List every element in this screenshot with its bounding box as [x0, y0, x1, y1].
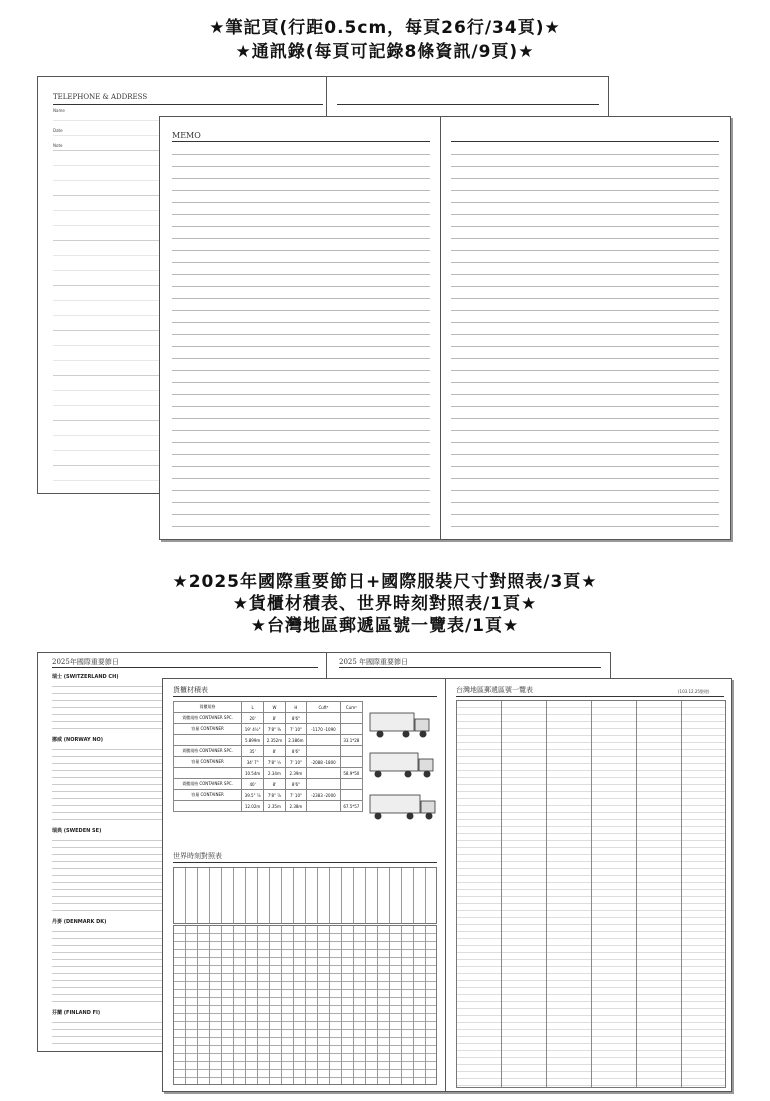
container-cell-l: 40': [242, 779, 264, 790]
container-cell-h: 7' 10": [285, 757, 306, 768]
container-cell-cuft: [307, 735, 341, 746]
container-cell-cuft: [307, 713, 341, 724]
container-cell-h: 8'6": [285, 779, 306, 790]
container-cell-spec: [174, 735, 242, 746]
container-cell-cum: [340, 757, 362, 768]
col-w: W: [264, 702, 285, 713]
address-title: TELEPHONE & ADDRESS: [53, 93, 148, 101]
col-cum: Cum³: [340, 702, 362, 713]
headline-notes: ★筆記頁(行距0.5cm，每頁26行/34頁)★: [209, 18, 561, 38]
country-sweden: 瑞典 (SWEDEN SE): [52, 828, 102, 834]
container-cell-spec: 容量 CONTAINER: [174, 790, 242, 801]
container-cell-cuft: [307, 801, 341, 812]
container-cell-w: 8': [264, 713, 285, 724]
container-cell-w: 2.352m: [264, 735, 285, 746]
container-cell-spec: 容量 CONTAINER: [174, 757, 242, 768]
date-label: Date: [53, 128, 63, 133]
container-cell-cum: [340, 790, 362, 801]
memo-page-left: [159, 116, 441, 540]
zipcode-note: (103.12.25整理): [678, 689, 710, 694]
container-cell-w: 8': [264, 779, 285, 790]
memo-page-right: [441, 116, 731, 540]
memo-ruled-lines-right: [451, 143, 719, 531]
container-cell-h: 7' 10": [285, 790, 306, 801]
zipcode-table: [456, 700, 726, 1088]
truck-40ft-icon: [368, 791, 438, 823]
container-cell-spec: [174, 801, 242, 812]
container-title: 貨櫃材積表: [173, 686, 208, 694]
container-cell-cuft: [307, 746, 341, 757]
container-cell-l: 12.02m: [242, 801, 264, 812]
zipcode-title: 台灣地區郵遞區號一覽表: [456, 686, 533, 694]
container-cell-l: 5.899m: [242, 735, 264, 746]
holiday-title-left: 2025年國際重要節日: [52, 658, 119, 666]
holiday-title-right: 2025 年國際重要節日: [339, 658, 409, 666]
container-cell-l: 34' 7": [242, 757, 264, 768]
container-cell-spec: 貨櫃規格 CONTAINER SPC.: [174, 779, 242, 790]
container-page: [162, 678, 446, 1092]
timezone-city-header: [173, 867, 437, 924]
container-cell-spec: 貨櫃規格 CONTAINER SPC.: [174, 713, 242, 724]
container-cell-l: 20': [242, 713, 264, 724]
container-cell-l: 35': [242, 746, 264, 757]
container-cell-w: 2.35m: [264, 801, 285, 812]
container-cell-cum: [340, 724, 362, 735]
col-h: H: [285, 702, 306, 713]
col-l: L: [242, 702, 264, 713]
country-switzerland: 瑞士 (SWITZERLAND CH): [52, 674, 119, 680]
note-label: Note: [53, 143, 63, 148]
container-cell-spec: [174, 768, 242, 779]
memo-ruled-lines: [172, 143, 430, 531]
container-cell-spec: 貨櫃規格 CONTAINER SPC.: [174, 746, 242, 757]
container-row: [174, 713, 363, 724]
headline-zipcode: ★台灣地區郵遞區號一覽表/1頁★: [250, 616, 520, 636]
container-cell-cuft: [307, 779, 341, 790]
container-cell-h: 2.39m: [285, 768, 306, 779]
zipcode-page: [446, 678, 732, 1092]
container-cell-w: 7'8" ⅞: [264, 790, 285, 801]
container-cell-cum: 58.9*50: [340, 768, 362, 779]
container-row: [174, 768, 363, 779]
container-cell-w: 7'8" ⅜: [264, 724, 285, 735]
container-cell-w: 7'8" ½: [264, 757, 285, 768]
container-row: [174, 746, 363, 757]
container-cell-w: 2.34m: [264, 768, 285, 779]
country-norway: 挪威 (NORWAY NO): [52, 737, 104, 743]
col-spec: 貨櫃規格: [174, 702, 242, 713]
container-table: [173, 701, 363, 812]
container-row: [174, 724, 363, 735]
container-cell-h: 8'6": [285, 713, 306, 724]
truck-20ft-icon: [368, 709, 438, 741]
container-cell-h: 7' 10": [285, 724, 306, 735]
container-row: [174, 735, 363, 746]
container-row: [174, 757, 363, 768]
col-cuft: Cuft³: [307, 702, 341, 713]
timezone-grid: [173, 925, 437, 1085]
container-cell-h: 2.386m: [285, 735, 306, 746]
container-cell-cum: 33.1*28: [340, 735, 362, 746]
container-cell-l: 19' 4½": [242, 724, 264, 735]
container-cell-spec: 容量 CONTAINER: [174, 724, 242, 735]
container-cell-h: 2.38m: [285, 801, 306, 812]
headline-container: ★貨櫃材積表、世界時刻對照表/1頁★: [232, 594, 538, 614]
container-cell-cuft: -2383 -2000: [307, 790, 341, 801]
container-row: [174, 801, 363, 812]
truck-35ft-icon: [368, 749, 438, 781]
memo-title: MEMO: [172, 131, 201, 140]
container-cell-cum: 67.5*57: [340, 801, 362, 812]
container-cell-l: 10.54m: [242, 768, 264, 779]
container-cell-cuft: -1170 -1090: [307, 724, 341, 735]
container-cell-cum: [340, 779, 362, 790]
container-cell-cum: [340, 713, 362, 724]
country-finland: 芬蘭 (FINLAND FI): [52, 1010, 101, 1016]
timezone-title: 世界時刻對照表: [173, 852, 222, 860]
container-cell-h: 8'6": [285, 746, 306, 757]
container-cell-l: 39.5" ⅞: [242, 790, 264, 801]
container-cell-cuft: [307, 768, 341, 779]
container-cell-cum: [340, 746, 362, 757]
country-denmark: 丹麥 (DENMARK DK): [52, 919, 107, 925]
container-row: [174, 779, 363, 790]
container-row: [174, 790, 363, 801]
headline-holidays: ★2025年國際重要節日+國際服裝尺寸對照表/3頁★: [172, 572, 598, 592]
container-cell-w: 8': [264, 746, 285, 757]
headline-address: ★通訊錄(每頁可記錄8條資訊/9頁)★: [235, 42, 535, 62]
name-label: Name: [53, 108, 65, 113]
container-cell-cuft: -2088 -1800: [307, 757, 341, 768]
